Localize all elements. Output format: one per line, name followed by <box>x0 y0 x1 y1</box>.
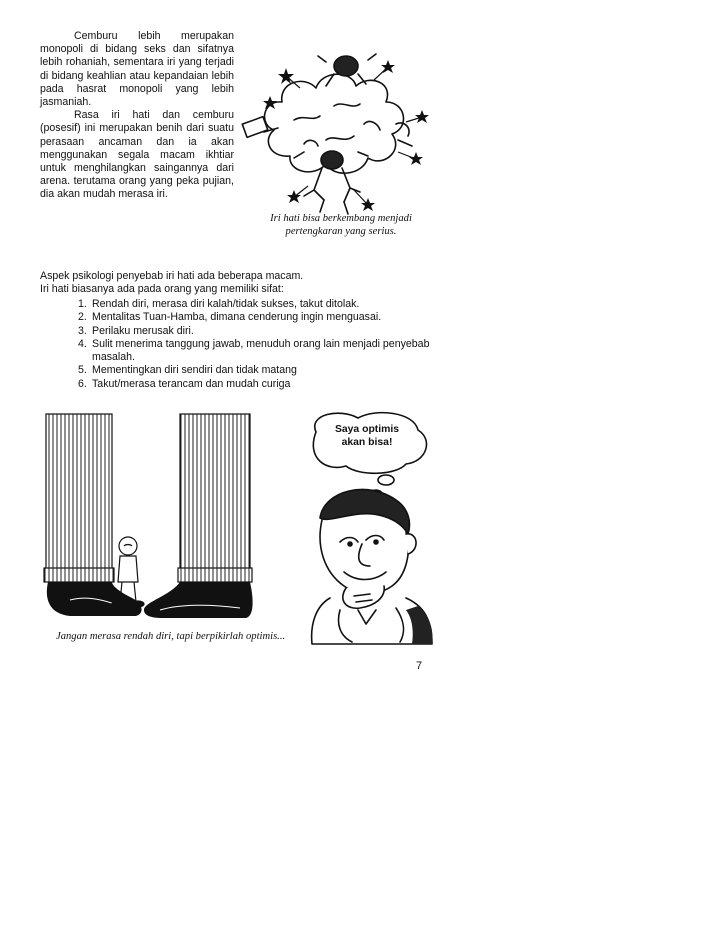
body-text-column <box>40 30 234 202</box>
paragraph-1: Cemburu lebih merupakan monopoli di bidang seks dan sifatnya lebih rohaniah, sementara iri yang terjadi di bidang keahlian atau kepandaian lebih pada hasrat monopoli yang lebih jasmaniah. <box>40 30 234 109</box>
list-item-number: 5. <box>78 364 87 377</box>
list-item-text: Mementingkan diri sendiri dan tidak matang <box>92 364 297 377</box>
speech-bubble-line-1: Saya optimis <box>334 424 400 435</box>
bottom-illustration-caption: Jangan merasa rendah diri, tapi berpikirlah optimis... <box>56 631 286 642</box>
list-item <box>78 298 438 311</box>
list-item-text: Mentalitas Tuan-Hamba, dimana cenderung ingin menguasai. <box>92 311 382 324</box>
list-item-number: 2. <box>78 311 87 324</box>
caption-top-line-1: Iri hati bisa berkembang menjadi <box>270 213 412 224</box>
fight-cloud-illustration <box>234 40 434 218</box>
list-item <box>78 364 438 377</box>
list-item-text: Perilaku merusak diri. <box>92 324 194 337</box>
list-item-text: Sulit menerima tanggung jawab, menuduh orang lain menjadi penyebab masalah. <box>92 337 430 364</box>
speech-bubble-text <box>318 423 416 449</box>
list-item <box>78 338 438 365</box>
list-item-number: 4. <box>78 337 87 350</box>
paragraph-2: Rasa iri hati dan cemburu (posesif) ini merupakan benih dari suatu perasaan ancaman dan ia akan menggunakan segala macam ikhtiar untuk menghilangkan saingannya dari arena. terutama orang yang peka pujian, dia akan mudah merasa iri. <box>40 109 234 201</box>
top-illustration-caption <box>246 212 436 238</box>
list-item-text: Takut/merasa terancam dan mudah curiga <box>92 377 291 390</box>
list-item-number: 3. <box>78 324 87 337</box>
intro-line-2: Iri hati biasanya ada pada orang yang memiliki sifat: <box>40 283 284 295</box>
speech-bubble-line-2: akan bisa! <box>341 437 393 448</box>
list-item-number: 1. <box>78 298 87 310</box>
list-item-number: 6. <box>78 377 87 390</box>
list-item <box>78 325 438 338</box>
traits-list <box>78 298 438 391</box>
list-intro <box>40 270 440 296</box>
list-item <box>78 378 438 391</box>
list-item-text: Rendah diri, merasa diri kalah/tidak sukses, takut ditolak. <box>92 298 360 310</box>
intro-line-1: Aspek psikologi penyebab iri hati ada beberapa macam. <box>40 270 304 282</box>
caption-top-line-2: pertengkaran yang serius. <box>285 226 397 237</box>
page-number: 7 <box>416 660 423 672</box>
list-item <box>78 311 438 324</box>
